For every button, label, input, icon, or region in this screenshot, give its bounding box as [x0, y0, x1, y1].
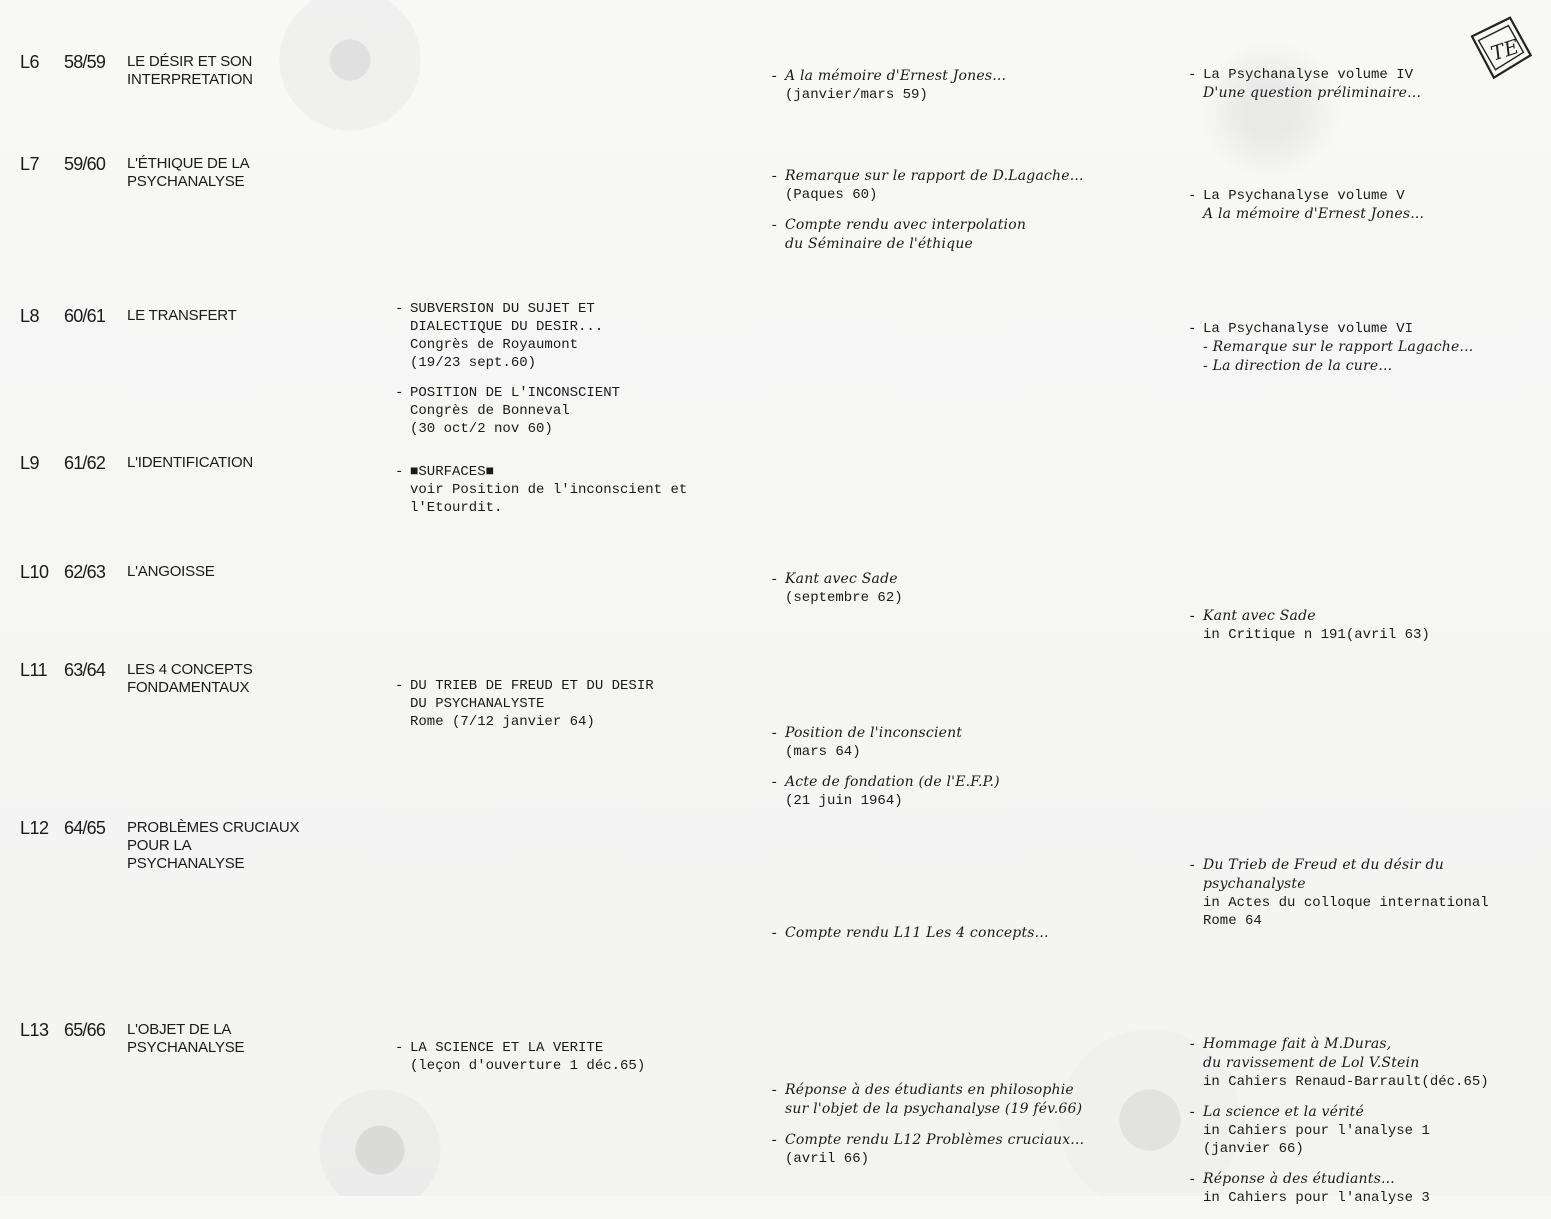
col4-entry-line	[1188, 894, 1538, 912]
col3-entry	[770, 773, 1160, 810]
col3-entry-line	[770, 1081, 1160, 1100]
col4-entry-text: - Remarque sur le rapport Lagache...	[1203, 339, 1474, 355]
col2-entry-text: (leçon d'ouverture 1 déc.65)	[410, 1058, 646, 1074]
col3-entry-text: Compte rendu L12 Problèmes cruciaux...	[785, 1132, 1085, 1148]
col4-entry-line	[1188, 205, 1538, 224]
col3-entry	[770, 67, 1160, 104]
col4-entry-line	[1188, 856, 1538, 875]
bullet-dash: -	[770, 218, 779, 234]
col2-entry-line	[395, 677, 725, 695]
col3-entry-text: A la mémoire d'Ernest Jones...	[785, 68, 1007, 84]
col4-entry-line	[1188, 84, 1538, 103]
col3-entry	[770, 1081, 1160, 1119]
bullet-dash: -	[770, 726, 779, 742]
seminar-title-line: L'ÉTHIQUE DE LA	[127, 155, 250, 172]
col4-entry-text: Du Trieb de Freud et du désir du	[1203, 857, 1444, 873]
col4-entry-line	[1188, 912, 1538, 930]
seminar-title-line: L'ANGOISSE	[127, 563, 215, 580]
col4-column	[1188, 607, 1538, 656]
col2-entry-line	[395, 354, 725, 372]
seminar-years: 62/63	[64, 562, 106, 582]
col4-entry-text: Rome 64	[1203, 913, 1262, 929]
col4-entry-text: (janvier 66)	[1203, 1141, 1304, 1157]
bullet-dash: -	[1188, 321, 1197, 337]
bullet-dash: -	[1188, 609, 1197, 625]
col4-entry-text: Hommage fait à M.Duras,	[1203, 1036, 1392, 1052]
col2-entry-line	[395, 300, 725, 318]
col4-entry-line	[1188, 1122, 1538, 1140]
col2-entry	[395, 384, 725, 438]
col4-column	[1188, 856, 1538, 942]
col4-entry	[1188, 1035, 1538, 1091]
col2-column	[395, 677, 725, 743]
seminar-code: L12	[20, 818, 49, 838]
col2-entry-text: l'Etourdit.	[410, 500, 503, 516]
col3-entry-text: (avril 66)	[785, 1151, 870, 1167]
col4-column	[1188, 66, 1538, 115]
col4-entry-text: La Psychanalyse volume VI	[1203, 321, 1414, 337]
col4-entry-line	[1188, 187, 1538, 205]
col4-entry-line	[1188, 357, 1538, 376]
seminar-code: L8	[20, 306, 40, 326]
col3-entry-line	[770, 589, 1160, 607]
col4-entry-line	[1188, 1073, 1538, 1091]
stamp-text: TE	[1487, 34, 1522, 66]
col3-entry-line	[770, 1131, 1160, 1150]
seminar-title	[127, 53, 347, 89]
col4-entry	[1188, 1170, 1538, 1207]
col2-entry-text: LA SCIENCE ET LA VERITE	[410, 1040, 604, 1056]
seminar-code: L9	[20, 453, 40, 473]
seminar-title	[127, 1021, 347, 1057]
seminar-title-line: INTERPRETATION	[127, 71, 253, 88]
bullet-dash: -	[395, 1040, 404, 1056]
bullet-dash: -	[395, 385, 404, 401]
seminar-title-line: FONDAMENTAUX	[127, 679, 250, 696]
col2-entry-text: Rome (7/12 janvier 64)	[410, 714, 595, 730]
col4-entry-line	[1188, 1035, 1538, 1054]
col2-entry-text: ■SURFACES■	[410, 464, 495, 480]
col3-entry	[770, 216, 1160, 254]
col4-entry-text: in Cahiers pour l'analyse 1	[1203, 1123, 1430, 1139]
bullet-dash: -	[1188, 1172, 1197, 1188]
col3-column	[770, 67, 1160, 116]
seminar-title	[127, 819, 347, 873]
col3-entry-text: Kant avec Sade	[785, 571, 898, 587]
col2-entry-text: Congrès de Royaumont	[410, 337, 579, 353]
seminar-title-line: LE DÉSIR ET SON	[127, 53, 253, 70]
col4-entry-text: in Critique n 191(avril 63)	[1203, 627, 1430, 643]
seminar-title-line: LES 4 CONCEPTS	[127, 661, 253, 678]
col2-entry-line	[395, 1039, 725, 1057]
bullet-dash: -	[1188, 1105, 1197, 1121]
bullet-dash: -	[1188, 1037, 1197, 1053]
col3-column	[770, 1081, 1160, 1180]
bullet-dash: -	[770, 775, 779, 791]
col3-entry-text: Compte rendu avec interpolation	[785, 217, 1027, 233]
seminar-years: 61/62	[64, 453, 106, 473]
col2-entry-line	[395, 336, 725, 354]
col4-entry-text: Réponse à des étudiants...	[1203, 1171, 1395, 1187]
col3-entry-line	[770, 235, 1160, 254]
col2-entry-line	[395, 1057, 725, 1075]
bullet-dash: -	[1188, 67, 1197, 83]
seminar-code: L10	[20, 562, 49, 582]
col2-column	[395, 1039, 725, 1087]
col2-entry-line	[395, 481, 725, 499]
bullet-dash: -	[1188, 858, 1197, 874]
col2-entry-line	[395, 384, 725, 402]
col2-entry-line	[395, 695, 725, 713]
col2-entry-text: DIALECTIQUE DU DESIR...	[410, 319, 604, 335]
col2-column	[395, 463, 725, 529]
col3-entry-line	[770, 186, 1160, 204]
col3-entry-text: Remarque sur le rapport de D.Lagache...	[785, 168, 1084, 184]
seminar-title-line: PSYCHANALYSE	[127, 173, 245, 190]
seminar-code: L11	[20, 660, 48, 680]
bullet-dash: -	[770, 1133, 779, 1149]
seminar-title	[127, 661, 347, 697]
col3-entry-text: (septembre 62)	[785, 590, 903, 606]
col3-entry-text: du Séminaire de l'éthique	[785, 236, 974, 252]
col3-entry-text: (Paques 60)	[785, 187, 878, 203]
col3-entry	[770, 1131, 1160, 1168]
col4-entry	[1188, 1103, 1538, 1158]
col4-entry-line	[1188, 66, 1538, 84]
seminar-years: 58/59	[64, 52, 106, 72]
col3-entry-line	[770, 167, 1160, 186]
col3-column	[770, 724, 1160, 822]
col3-entry-text: (21 juin 1964)	[785, 793, 903, 809]
seminar-title-line: PSYCHANALYSE	[127, 855, 245, 872]
col2-entry-line	[395, 318, 725, 336]
col4-entry-line	[1188, 320, 1538, 338]
col3-entry-line	[770, 1100, 1160, 1119]
col3-entry-text: Position de l'inconscient	[785, 725, 963, 741]
seminar-years: 65/66	[64, 1020, 106, 1040]
seminar-title-line: L'OBJET DE LA	[127, 1021, 232, 1038]
col4-entry-text: La Psychanalyse volume IV	[1203, 67, 1414, 83]
col2-entry	[395, 463, 725, 517]
bullet-dash: -	[395, 464, 404, 480]
col2-entry-text: POSITION DE L'INCONSCIENT	[410, 385, 621, 401]
col3-entry-line	[770, 924, 1160, 943]
col2-entry-text: SUBVERSION DU SUJET ET	[410, 301, 595, 317]
col4-entry	[1188, 187, 1538, 224]
seminar-title	[127, 563, 347, 581]
seminar-title	[127, 155, 347, 191]
col4-entry-line	[1188, 626, 1538, 644]
col2-entry-line	[395, 420, 725, 438]
col3-entry-text: sur l'objet de la psychanalyse (19 fév.66)	[785, 1101, 1083, 1117]
col3-entry-text: (mars 64)	[785, 744, 861, 760]
col3-entry-text: Compte rendu L11 Les 4 concepts...	[785, 925, 1049, 941]
bullet-dash: -	[395, 301, 404, 317]
col3-entry-line	[770, 67, 1160, 86]
col2-entry	[395, 677, 725, 731]
col4-entry	[1188, 607, 1538, 644]
col2-entry-text: voir Position de l'inconscient et	[410, 482, 688, 498]
col3-entry-line	[770, 86, 1160, 104]
col4-entry-text: - La direction de la cure...	[1203, 358, 1393, 374]
seminar-code: L13	[20, 1020, 49, 1040]
bullet-dash: -	[395, 678, 404, 694]
col4-entry-line	[1188, 1054, 1538, 1073]
col3-entry	[770, 724, 1160, 761]
seminar-years: 64/65	[64, 818, 106, 838]
col2-entry-line	[395, 499, 725, 517]
seminar-years: 60/61	[64, 306, 106, 326]
col4-entry-line	[1188, 338, 1538, 357]
col3-entry	[770, 570, 1160, 607]
seminar-title-line: LE TRANSFERT	[127, 307, 237, 324]
col4-entry-line	[1188, 1189, 1538, 1207]
seminar-title-line: L'IDENTIFICATION	[127, 454, 254, 471]
col3-entry-line	[770, 743, 1160, 761]
col2-entry	[395, 300, 725, 372]
col4-column	[1188, 320, 1538, 388]
seminar-title	[127, 307, 347, 325]
col4-entry-text: psychanalyste	[1203, 876, 1306, 892]
seminar-years: 63/64	[64, 660, 106, 680]
col3-entry	[770, 167, 1160, 204]
col4-entry	[1188, 320, 1538, 376]
col3-entry-line	[770, 724, 1160, 743]
col3-entry-text: Acte de fondation (de l'E.F.P.)	[785, 774, 1000, 790]
col2-entry	[395, 1039, 725, 1075]
seminar-title-line: PROBLÈMES CRUCIAUX	[127, 819, 300, 836]
col4-entry	[1188, 856, 1538, 930]
col3-entry-line	[770, 216, 1160, 235]
bullet-dash: -	[770, 69, 779, 85]
col4-entry-text: La science et la vérité	[1203, 1104, 1364, 1120]
bullet-dash: -	[1188, 188, 1197, 204]
bullet-dash: -	[770, 1083, 779, 1099]
col4-entry-text: in Cahiers pour l'analyse 3	[1203, 1190, 1430, 1206]
col3-entry	[770, 924, 1160, 943]
col4-entry-text: in Cahiers Renaud-Barrault(déc.65)	[1203, 1074, 1489, 1090]
col4-entry-line	[1188, 607, 1538, 626]
col3-column	[770, 167, 1160, 266]
col3-column	[770, 924, 1160, 955]
col4-column	[1188, 1035, 1538, 1219]
col4-entry-text: A la mémoire d'Ernest Jones...	[1203, 206, 1425, 222]
col3-entry-line	[770, 773, 1160, 792]
col3-entry-text: Réponse à des étudiants en philosophie	[785, 1082, 1074, 1098]
col3-column	[770, 570, 1160, 619]
col4-entry-text: in Actes du colloque international	[1203, 895, 1489, 911]
col4-column	[1188, 187, 1538, 236]
seminar-years: 59/60	[64, 154, 106, 174]
seminar-title	[127, 454, 347, 472]
bullet-dash: -	[770, 169, 779, 185]
col4-entry-line	[1188, 1140, 1538, 1158]
col2-entry-text: (30 oct/2 nov 60)	[410, 421, 553, 437]
col2-entry-line	[395, 463, 725, 481]
col2-entry-text: (19/23 sept.60)	[410, 355, 537, 371]
col4-entry-text: D'une question préliminaire...	[1203, 85, 1422, 101]
col2-entry-text: DU PSYCHANALYSTE	[410, 696, 545, 712]
seminar-title-line: PSYCHANALYSE	[127, 1039, 245, 1056]
col4-entry-line	[1188, 875, 1538, 894]
seminar-code: L7	[20, 154, 40, 174]
seminar-code: L6	[20, 52, 40, 72]
col3-entry-text: (janvier/mars 59)	[785, 87, 928, 103]
bullet-dash: -	[770, 926, 779, 942]
col2-entry-line	[395, 713, 725, 731]
col4-entry-text: du ravissement de Lol V.Stein	[1203, 1055, 1420, 1071]
col3-entry-line	[770, 792, 1160, 810]
col4-entry-text: La Psychanalyse volume V	[1203, 188, 1405, 204]
col3-entry-line	[770, 1150, 1160, 1168]
seminar-title-line: POUR LA	[127, 837, 192, 854]
col2-entry-text: DU TRIEB DE FREUD ET DU DESIR	[410, 678, 654, 694]
col4-entry-line	[1188, 1103, 1538, 1122]
col2-entry-line	[395, 402, 725, 420]
col2-column	[395, 300, 725, 450]
col3-entry-line	[770, 570, 1160, 589]
col4-entry	[1188, 66, 1538, 103]
col4-entry-text: Kant avec Sade	[1203, 608, 1316, 624]
col2-entry-text: Congrès de Bonneval	[410, 403, 570, 419]
bullet-dash: -	[770, 572, 779, 588]
col4-entry-line	[1188, 1170, 1538, 1189]
